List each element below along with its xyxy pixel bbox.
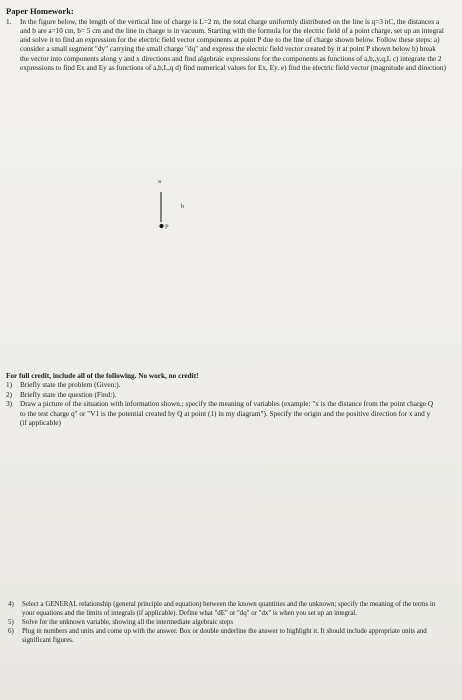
credit-item: 5) Solve for the unknown variable, showing all the intermediate algebraic steps — [8, 618, 234, 626]
label-b: b — [181, 203, 185, 210]
credit-item: 1) Briefly state the problem (Given:). — [6, 381, 121, 390]
page-title: Paper Homework: — [6, 6, 74, 16]
credit-instructions-continued — [8, 601, 440, 646]
question-1 — [6, 18, 446, 73]
point-p — [159, 224, 163, 228]
credit-item: 4) Select a GENERAL relationship (general principle and equation) between the known quantities and the unknown; specify the meaning of the terms in your equations and the limits of integrals (if applicable). Define what "dE" or "dq" or "dx" is when you set up an integral. — [8, 601, 436, 617]
question-text: In the figure below, the length of the vertical line of charge is L=2 m, the total charge uniformly distributed on the line is q=3 nC, the distances a and b are a=10 cm, b= 5 cm and the line in charge is in vacuum. Starting with the formula for the electric field of a point charge, set up an integral and solve it to find an expression for the electric field vector components at point P due to the line of charge shown below. Follow these steps: a) consider a small segment "dy" carrying the small charge "dq" and express the electric field vector created by it at point P shown below b) break the vector into components along y and x directions and find algebraic expressions for the components as functions of a,b,,y,q,L c) integrate the 2 expressions to find Ex and Ey as functions of a,b,L,q d) find numerical values for Ex, Ey. e) find the electric field vector (magnitude and direction) — [20, 18, 446, 72]
line-charge-figure — [120, 170, 240, 260]
question-number: 1. — [6, 18, 12, 26]
credit-item: 3) Draw a picture of the situation with information shown.; specify the meaning of variables (example: "x is the distance from the point charge Q to the test charge q" or "V1 is the potential created by Q at point (1) in my diagram"). Specify the origin and the positive direction for x and y (if applicable) — [6, 400, 434, 428]
label-p: P — [165, 223, 169, 231]
credit-heading: For full credit, include all of the following. No work, no credit! — [6, 372, 199, 380]
label-a: a — [158, 178, 161, 185]
credit-item: 2) Briefly state the question (Find:). — [6, 390, 117, 399]
credit-item: 6) Plug in numbers and units and come up with the answer. Box or double underline the answer to highlight it. It should include appropriate units and significant figures. — [8, 627, 427, 644]
credit-instructions — [6, 372, 436, 428]
